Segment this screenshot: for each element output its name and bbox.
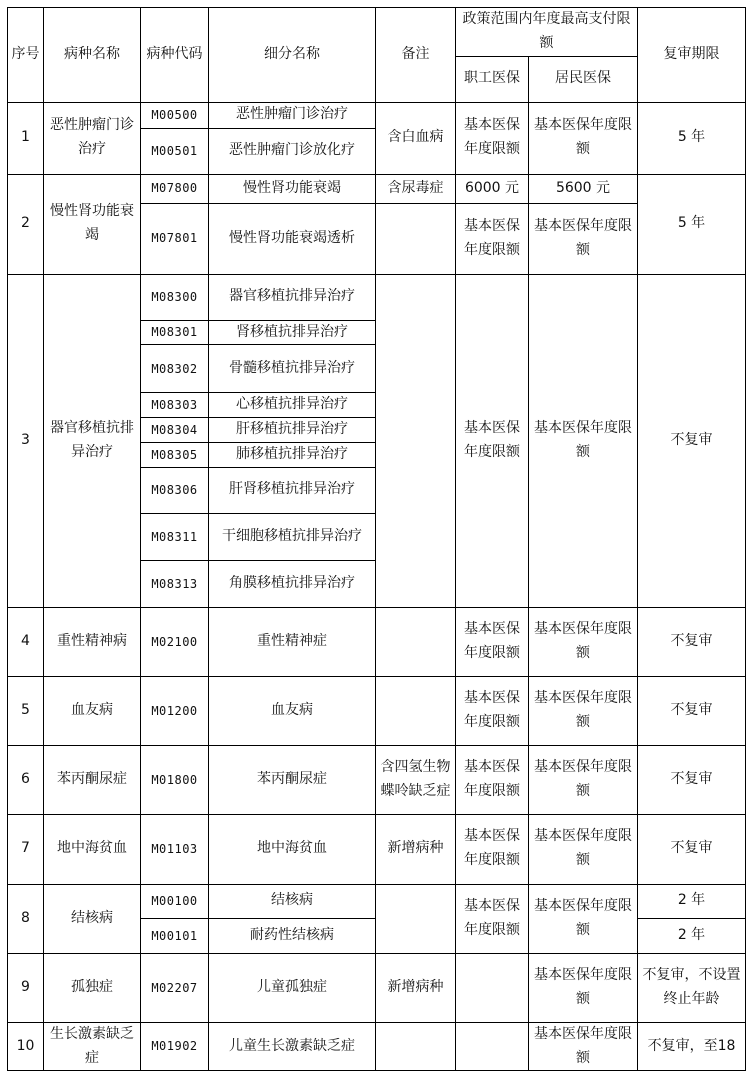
row-code: M01200: [141, 676, 209, 745]
row-code: M08300: [141, 274, 209, 320]
row-sub-name: 干细胞移植抗排异治疗: [209, 513, 376, 560]
table-row: [8, 1022, 746, 1071]
row-seq: 6: [8, 745, 44, 814]
row-disease-name: 生长激素缺乏症: [44, 1022, 141, 1071]
row-resident-limit: 基本医保年度限额: [529, 884, 638, 953]
disease-table: [7, 7, 746, 1071]
row-sub-name: 结核病: [209, 884, 376, 918]
table-row: [8, 745, 746, 814]
row-code: M08301: [141, 320, 209, 345]
row-review: 不复审，不设置终止年龄: [638, 953, 746, 1022]
row-remark: [376, 676, 456, 745]
row-resident-limit: 基本医保年度限额: [529, 745, 638, 814]
row-sub-name: 角膜移植抗排异治疗: [209, 560, 376, 607]
row-employee-limit: 基本医保年度限额: [456, 607, 529, 676]
table-row: [8, 676, 746, 745]
row-review: 不复审: [638, 607, 746, 676]
row-sub-name: 肝移植抗排异治疗: [209, 418, 376, 443]
row-resident-limit: 5600 元: [529, 174, 638, 203]
table-row: [8, 102, 746, 128]
row-code: M02100: [141, 607, 209, 676]
header-review: 复审期限: [638, 8, 746, 103]
row-resident-limit: 基本医保年度限额: [529, 274, 638, 607]
row-review: 5 年: [638, 174, 746, 274]
row-code: M00100: [141, 884, 209, 918]
row-disease-name: 孤独症: [44, 953, 141, 1022]
row-remark: 含尿毒症: [376, 174, 456, 203]
row-code: M08305: [141, 442, 209, 467]
row-employee-limit: 基本医保年度限额: [456, 274, 529, 607]
row-sub-name: 血友病: [209, 676, 376, 745]
header-disease-code: 病种代码: [141, 8, 209, 103]
header-remark: 备注: [376, 8, 456, 103]
row-employee-limit: 基本医保年度限额: [456, 745, 529, 814]
row-sub-name: 慢性肾功能衰竭透析: [209, 203, 376, 274]
row-review: 2 年: [638, 918, 746, 953]
row-sub-name: 骨髓移植抗排异治疗: [209, 345, 376, 393]
row-code: M01902: [141, 1022, 209, 1071]
row-sub-name: 重性精神症: [209, 607, 376, 676]
row-seq: 4: [8, 607, 44, 676]
row-disease-name: 结核病: [44, 884, 141, 953]
row-remark: [376, 203, 456, 274]
table-row: [8, 814, 746, 884]
row-sub-name: 苯丙酮尿症: [209, 745, 376, 814]
row-disease-name: 苯丙酮尿症: [44, 745, 141, 814]
row-code: M08311: [141, 513, 209, 560]
row-seq: 3: [8, 274, 44, 607]
header-seq: 序号: [8, 8, 44, 103]
row-code: M00501: [141, 128, 209, 174]
row-sub-name: 儿童孤独症: [209, 953, 376, 1022]
row-remark: [376, 607, 456, 676]
row-employee-limit: [456, 1022, 529, 1071]
row-sub-name: 肾移植抗排异治疗: [209, 320, 376, 345]
row-disease-name: 重性精神病: [44, 607, 141, 676]
row-sub-name: 地中海贫血: [209, 814, 376, 884]
row-resident-limit: 基本医保年度限额: [529, 607, 638, 676]
row-resident-limit: 基本医保年度限额: [529, 953, 638, 1022]
row-seq: 7: [8, 814, 44, 884]
row-employee-limit: 6000 元: [456, 174, 529, 203]
row-remark: 含四氢生物蝶呤缺乏症: [376, 745, 456, 814]
row-resident-limit: 基本医保年度限额: [529, 102, 638, 174]
disease-table-page: [7, 7, 745, 1066]
row-review: 不复审: [638, 745, 746, 814]
row-review: 不复审，至18: [638, 1022, 746, 1071]
row-code: M01800: [141, 745, 209, 814]
row-review: 不复审: [638, 814, 746, 884]
row-disease-name: 慢性肾功能衰竭: [44, 174, 141, 274]
row-employee-limit: 基本医保年度限额: [456, 814, 529, 884]
row-code: M00101: [141, 918, 209, 953]
row-code: M07801: [141, 203, 209, 274]
row-sub-name: 肺移植抗排异治疗: [209, 442, 376, 467]
header-limit-group: 政策范围内年度最高支付限额: [456, 8, 638, 57]
row-sub-name: 儿童生长激素缺乏症: [209, 1022, 376, 1071]
row-code: M07800: [141, 174, 209, 203]
row-seq: 8: [8, 884, 44, 953]
row-code: M00500: [141, 102, 209, 128]
row-resident-limit: 基本医保年度限额: [529, 203, 638, 274]
row-remark: [376, 274, 456, 607]
table-row: [8, 953, 746, 1022]
row-review: 不复审: [638, 274, 746, 607]
row-seq: 10: [8, 1022, 44, 1071]
header-disease-name: 病种名称: [44, 8, 141, 103]
row-sub-name: 耐药性结核病: [209, 918, 376, 953]
row-code: M01103: [141, 814, 209, 884]
row-employee-limit: 基本医保年度限额: [456, 884, 529, 953]
row-sub-name: 器官移植抗排异治疗: [209, 274, 376, 320]
row-resident-limit: 基本医保年度限额: [529, 676, 638, 745]
row-resident-limit: 基本医保年度限额: [529, 814, 638, 884]
table-row: [8, 274, 746, 320]
header-sub-name: 细分名称: [209, 8, 376, 103]
row-code: M08303: [141, 393, 209, 418]
row-seq: 5: [8, 676, 44, 745]
row-remark: 含白血病: [376, 102, 456, 174]
row-code: M08302: [141, 345, 209, 393]
row-code: M08313: [141, 560, 209, 607]
row-code: M02207: [141, 953, 209, 1022]
row-disease-name: 血友病: [44, 676, 141, 745]
table-row: [8, 884, 746, 918]
row-review: 5 年: [638, 102, 746, 174]
header-resident: 居民医保: [529, 56, 638, 102]
row-sub-name: 慢性肾功能衰竭: [209, 174, 376, 203]
row-remark: [376, 1022, 456, 1071]
row-employee-limit: [456, 953, 529, 1022]
row-review: 2 年: [638, 884, 746, 918]
row-resident-limit: 基本医保年度限额: [529, 1022, 638, 1071]
row-seq: 9: [8, 953, 44, 1022]
row-employee-limit: 基本医保年度限额: [456, 203, 529, 274]
row-sub-name: 恶性肿瘤门诊治疗: [209, 102, 376, 128]
row-disease-name: 恶性肿瘤门诊治疗: [44, 102, 141, 174]
row-disease-name: 地中海贫血: [44, 814, 141, 884]
header-row-1: [8, 8, 746, 57]
row-sub-name: 肝肾移植抗排异治疗: [209, 467, 376, 513]
header-employee: 职工医保: [456, 56, 529, 102]
row-seq: 2: [8, 174, 44, 274]
table-row: [8, 174, 746, 203]
row-remark: [376, 884, 456, 953]
row-code: M08304: [141, 418, 209, 443]
row-employee-limit: 基本医保年度限额: [456, 102, 529, 174]
row-sub-name: 心移植抗排异治疗: [209, 393, 376, 418]
row-remark: 新增病种: [376, 814, 456, 884]
row-remark: 新增病种: [376, 953, 456, 1022]
row-seq: 1: [8, 102, 44, 174]
row-sub-name: 恶性肿瘤门诊放化疗: [209, 128, 376, 174]
row-review: 不复审: [638, 676, 746, 745]
table-row: [8, 607, 746, 676]
row-code: M08306: [141, 467, 209, 513]
row-disease-name: 器官移植抗排异治疗: [44, 274, 141, 607]
row-employee-limit: 基本医保年度限额: [456, 676, 529, 745]
